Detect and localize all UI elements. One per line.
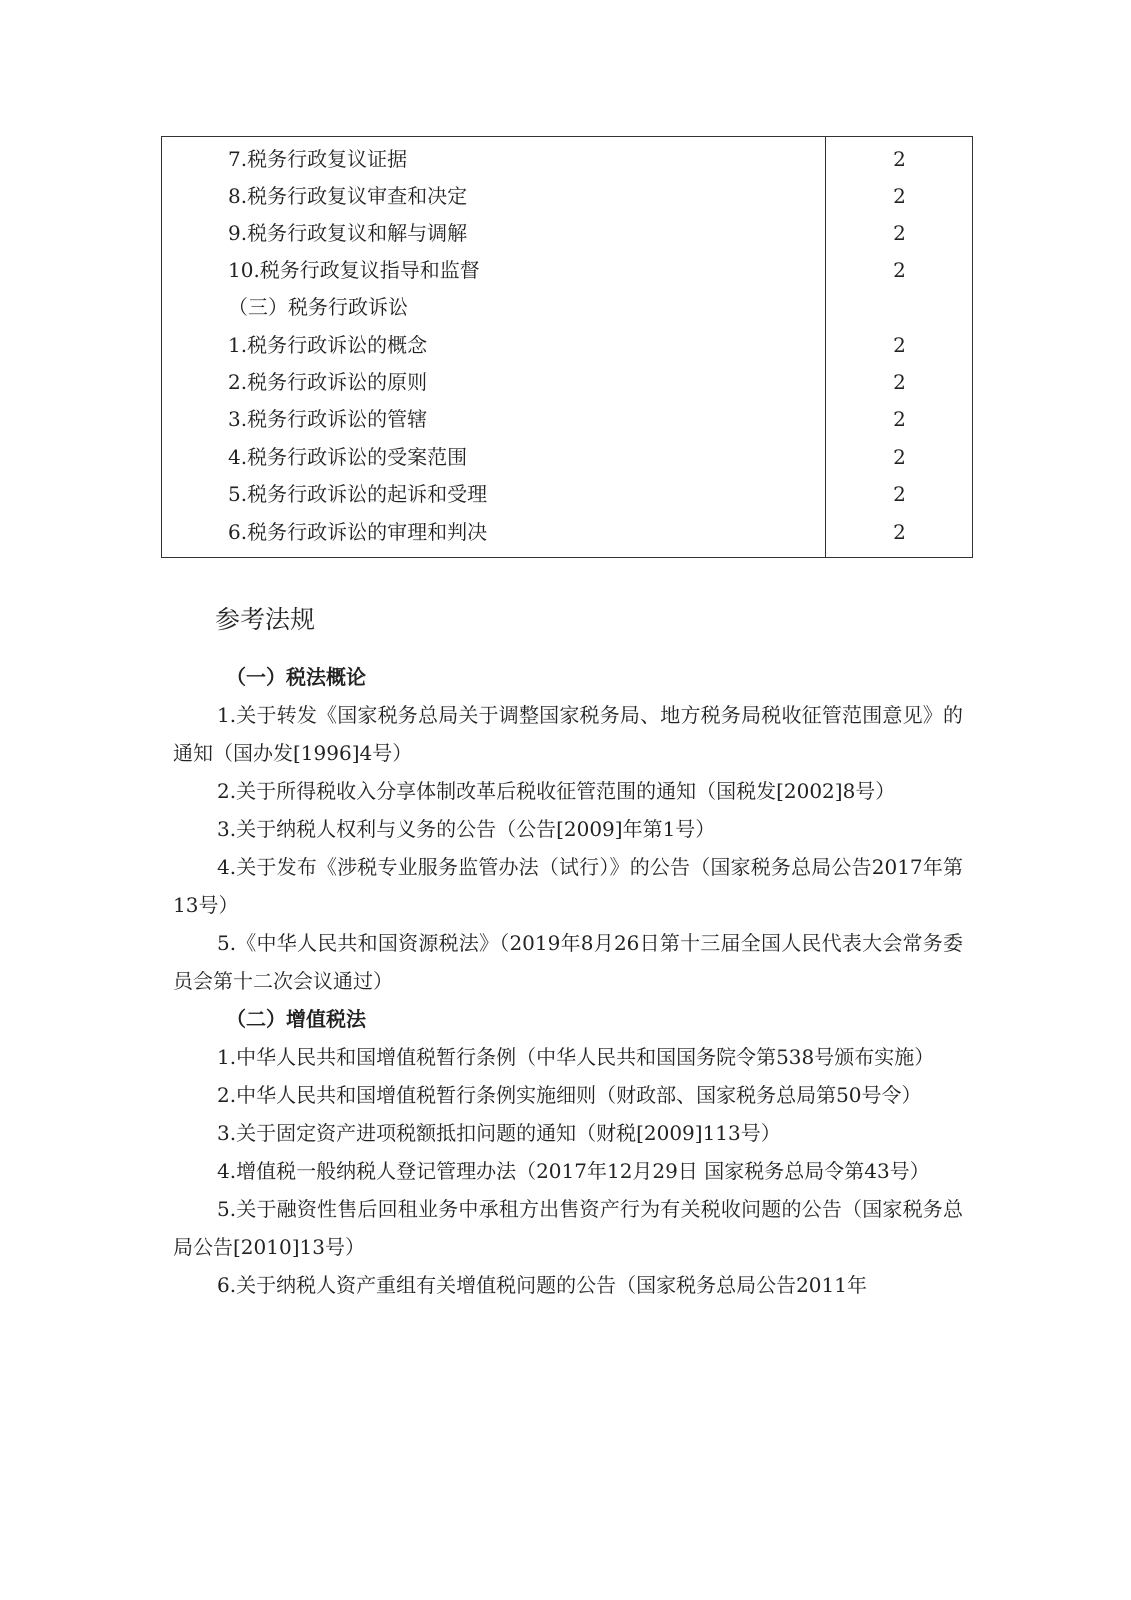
row-hours: 2 (893, 184, 906, 208)
row-hours: 2 (893, 482, 906, 506)
row-topic: 6.税务行政诉讼的审理和判决 (228, 520, 488, 544)
list-item: 4.增值税一般纳税人登记管理办法（2017年12月29日 国家税务总局令第43号） (217, 1159, 930, 1183)
row-topic: 5.税务行政诉讼的起诉和受理 (228, 482, 488, 506)
table-row (162, 326, 972, 364)
list-item: 6.关于纳税人资产重组有关增值税问题的公告（国家税务总局公告2011年 (217, 1273, 867, 1297)
list-item: 3.关于固定资产进项税额抵扣问题的通知（财税[2009]113号） (217, 1121, 781, 1145)
course-hours-table (161, 136, 973, 558)
table-row (162, 400, 972, 438)
list-item: 2.关于所得税收入分享体制改革后税收征管范围的通知（国税发[2002]8号） (217, 779, 896, 803)
list-item: 2.中华人民共和国增值税暂行条例实施细则（财政部、国家税务总局第50号令） (217, 1083, 922, 1107)
table-row (162, 251, 972, 289)
list-item: 1.中华人民共和国增值税暂行条例（中华人民共和国国务院令第538号颁布实施） (217, 1045, 935, 1069)
table-row (162, 214, 972, 252)
list-item: 1.关于转发《国家税务总局关于调整国家税务局、地方税务局税收征管范围意见》的通知（国办发[1996]4号） (173, 703, 963, 765)
row-hours: 2 (893, 445, 906, 469)
row-hours: 2 (893, 370, 906, 394)
row-hours: 2 (893, 520, 906, 544)
row-topic: （三）税务行政诉讼 (228, 295, 408, 319)
row-hours: 2 (893, 258, 906, 282)
row-topic: 8.税务行政复议审查和决定 (228, 184, 468, 208)
row-topic: 10.税务行政复议指导和监督 (228, 258, 480, 282)
table-row (162, 438, 972, 476)
list-item: 3.关于纳税人权利与义务的公告（公告[2009]年第1号） (217, 817, 716, 841)
table-row (162, 177, 972, 215)
row-topic: 3.税务行政诉讼的管辖 (228, 407, 428, 431)
table-row (162, 513, 972, 551)
section-heading: 参考法规 (215, 605, 316, 634)
reference-list (173, 658, 963, 1304)
row-topic: 4.税务行政诉讼的受案范围 (228, 445, 468, 469)
table-row (162, 288, 972, 326)
row-topic: 7.税务行政复议证据 (228, 147, 408, 171)
table-row (162, 475, 972, 513)
row-topic: 1.税务行政诉讼的概念 (228, 333, 428, 357)
list-item: 5.《中华人民共和国资源税法》（2019年8月26日第十三届全国人民代表大会常务委员会第十二次会议通过） (173, 931, 963, 993)
table-row (162, 140, 972, 178)
row-hours: 2 (893, 407, 906, 431)
group-title: （一）税法概论 (226, 665, 366, 689)
row-topic: 2.税务行政诉讼的原则 (228, 370, 428, 394)
row-hours: 2 (893, 147, 906, 171)
list-item: 4.关于发布《涉税专业服务监管办法（试行）》的公告（国家税务总局公告2017年第13号） (173, 855, 963, 917)
group-title: （二）增值税法 (226, 1007, 366, 1031)
table-row (162, 363, 972, 401)
list-item: 5.关于融资性售后回租业务中承租方出售资产行为有关税收问题的公告（国家税务总局公告[2010]13号） (173, 1197, 963, 1259)
row-topic: 9.税务行政复议和解与调解 (228, 221, 468, 245)
row-hours: 2 (893, 221, 906, 245)
row-hours: 2 (893, 333, 906, 357)
